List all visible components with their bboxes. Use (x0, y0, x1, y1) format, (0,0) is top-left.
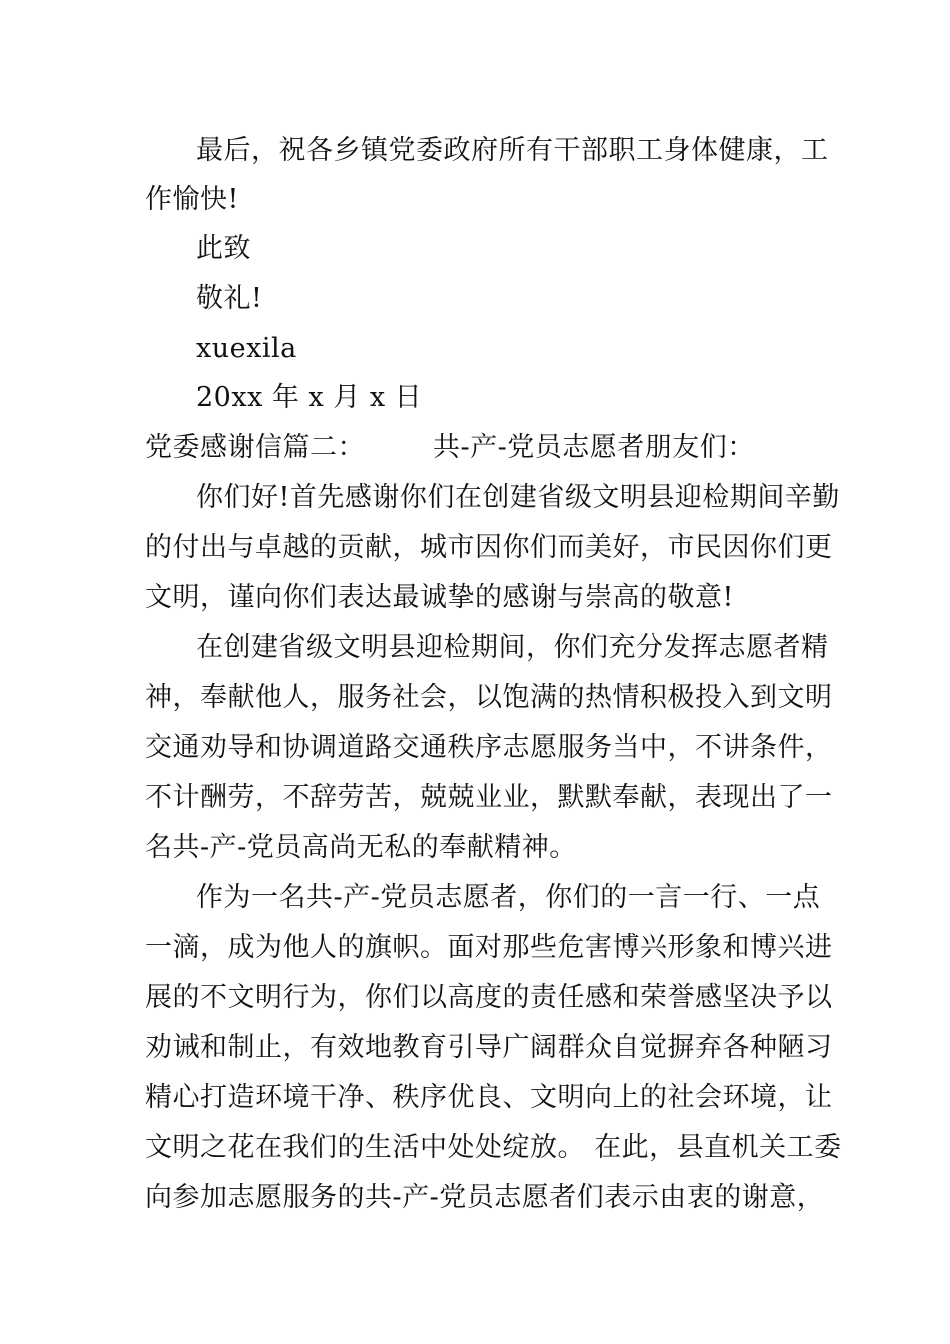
letter-date: 20xx 年 x 月 x 日 (196, 382, 423, 413)
closing-paragraph-line-2: 作愉快! (145, 184, 239, 215)
paragraph-2-line-4: 不计酬劳，不辞劳苦，兢兢业业，默默奉献，表现出了一 (145, 782, 833, 813)
paragraph-1-line-2: 的付出与卓越的贡献，城市因你们而美好，市民因你们更 (145, 532, 833, 563)
paragraph-3-line-3: 展的不文明行为，你们以高度的责任感和荣誉感坚决予以 (145, 982, 833, 1013)
addressee: 共-产-党员志愿者朋友们： (433, 432, 755, 463)
paragraph-1-line-3: 文明，谨向你们表达最诚挚的感谢与崇高的敬意! (145, 582, 734, 613)
section-title: 党委感谢信篇二： (145, 432, 365, 463)
paragraph-1-line-1: 你们好!首先感谢你们在创建省级文明县迎检期间辛勤 (196, 482, 840, 513)
salutation-line-1: 此致 (196, 233, 251, 264)
paragraph-2-line-5: 名共-产-党员高尚无私的奉献精神。 (145, 832, 577, 863)
closing-paragraph-line-1: 最后，祝各乡镇党委政府所有干部职工身体健康，工 (196, 135, 829, 166)
paragraph-3-line-4: 劝诫和制止，有效地教育引导广阔群众自觉摒弃各种陋习 (145, 1032, 833, 1063)
salutation-line-2: 敬礼! (196, 283, 263, 314)
paragraph-3-line-6: 文明之花在我们的生活中处处绽放。 在此，县直机关工委 (145, 1132, 842, 1163)
section-heading-row (145, 431, 810, 465)
paragraph-2-line-2: 神，奉献他人，服务社会，以饱满的热情积极投入到文明 (145, 682, 833, 713)
paragraph-2-line-1: 在创建省级文明县迎检期间，你们充分发挥志愿者精 (196, 632, 829, 663)
paragraph-3-line-2: 一滴，成为他人的旗帜。面对那些危害博兴形象和博兴进 (145, 932, 833, 963)
signature: xuexila (196, 333, 297, 364)
paragraph-3-line-1: 作为一名共-产-党员志愿者，你们的一言一行、一点 (196, 882, 821, 913)
paragraph-2-line-3: 交通劝导和协调道路交通秩序志愿服务当中，不讲条件， (145, 732, 833, 763)
paragraph-3-line-7: 向参加志愿服务的共-产-党员志愿者们表示由衷的谢意， (145, 1182, 825, 1213)
paragraph-3-line-5: 精心打造环境干净、秩序优良、文明向上的社会环境，让 (145, 1082, 833, 1113)
